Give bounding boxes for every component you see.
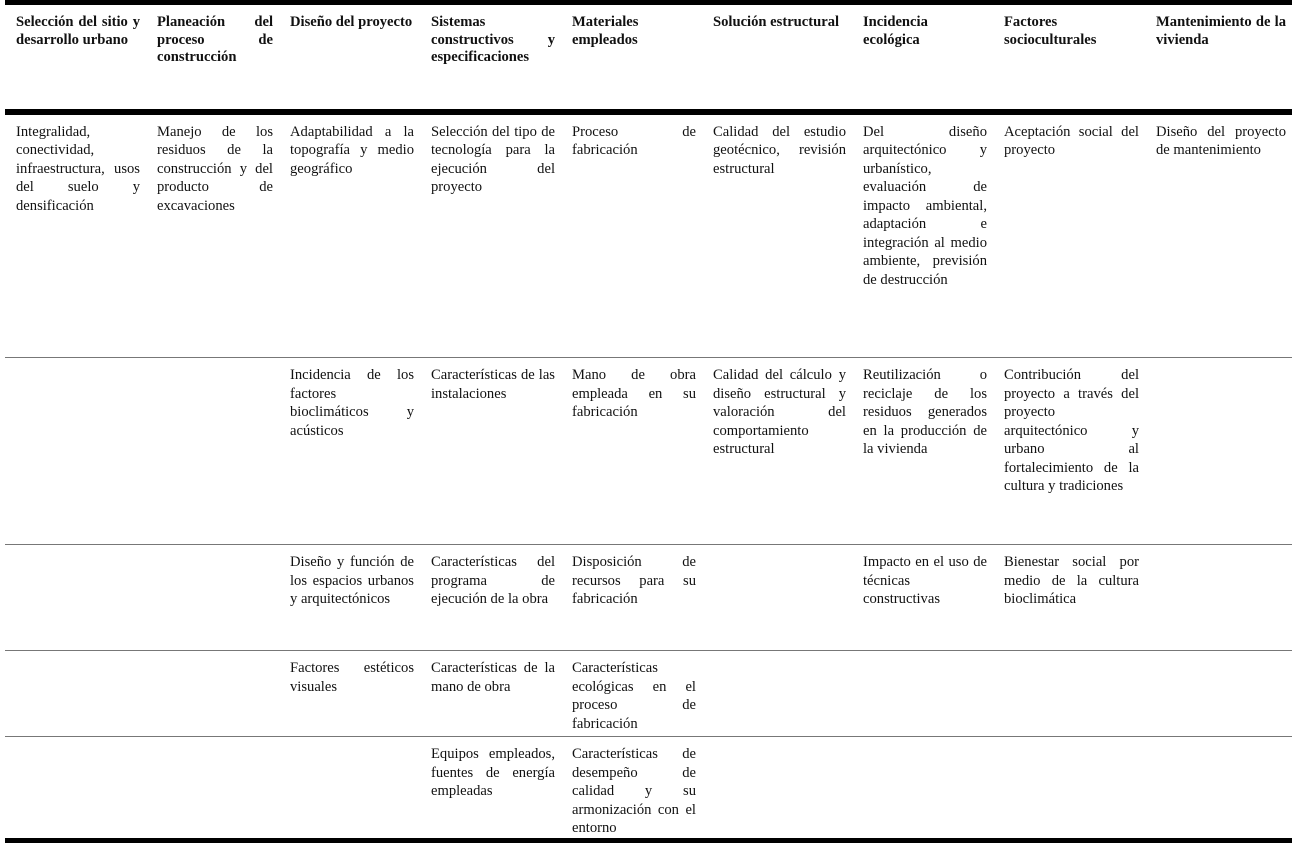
table-cell: [1145, 651, 1292, 737]
table-cell: [1145, 358, 1292, 545]
table-cell: [702, 545, 852, 651]
table-cell: Factores estéticos visuales: [279, 651, 420, 737]
column-header-materials: Materiales empleados: [561, 3, 702, 112]
table-row: [5, 737, 1292, 841]
table-cell: Calidad del estudio geotécnico, revisión estructural: [702, 112, 852, 358]
table-header: [5, 3, 1292, 112]
table-cell: Diseño y función de los espacios urbanos y arquitectónicos: [279, 545, 420, 651]
table-cell: Disposición de recursos para su fabricación: [561, 545, 702, 651]
column-header-construction-systems: Sistemas constructivos y especificaciones: [420, 3, 561, 112]
table-cell: [146, 651, 279, 737]
table-cell: Características de las instalaciones: [420, 358, 561, 545]
table-cell: Bienestar social por medio de la cultura bioclimática: [993, 545, 1145, 651]
table-cell: [5, 358, 146, 545]
column-header-ecological-impact: Incidencia ecológica: [852, 3, 993, 112]
table-cell: Adaptabilidad a la topografía y medio geográfico: [279, 112, 420, 358]
table-cell: Selección del tipo de tecnología para la ejecución del proyecto: [420, 112, 561, 358]
table-cell: [702, 651, 852, 737]
table-cell: [1145, 737, 1292, 841]
table-cell: [5, 737, 146, 841]
table-cell: Del diseño arquitectónico y urbanístico, evaluación de impacto ambiental, adaptación e integración al medio ambiente, previsión de destrucción: [852, 112, 993, 358]
table-cell: Integralidad, conectividad, infraestructura, usos del suelo y densificación: [5, 112, 146, 358]
column-header-sociocultural-factors: Factores socioculturales: [993, 3, 1145, 112]
header-row: [5, 3, 1292, 112]
table-cell: Características de la mano de obra: [420, 651, 561, 737]
table-cell: Diseño del proyecto de mantenimiento: [1145, 112, 1292, 358]
table-cell: Impacto en el uso de técnicas constructivas: [852, 545, 993, 651]
table-row: [5, 358, 1292, 545]
table-cell: Reutilización o reciclaje de los residuos generados en la producción de la vivienda: [852, 358, 993, 545]
table-cell: [993, 737, 1145, 841]
criteria-table: [5, 0, 1292, 843]
table-cell: [5, 651, 146, 737]
table-cell: Mano de obra empleada en su fabricación: [561, 358, 702, 545]
column-header-housing-maintenance: Mantenimiento de la vivienda: [1145, 3, 1292, 112]
table-cell: [146, 545, 279, 651]
criteria-table-container: [5, 0, 1292, 843]
table-cell: Calidad del cálculo y diseño estructural y valoración del comportamiento estructural: [702, 358, 852, 545]
table-cell: [146, 358, 279, 545]
table-cell: Características del programa de ejecución de la obra: [420, 545, 561, 651]
table-row: [5, 545, 1292, 651]
table-cell: Proceso de fabricación: [561, 112, 702, 358]
column-header-project-design: Diseño del proyecto: [279, 3, 420, 112]
table-cell: [993, 651, 1145, 737]
table-cell: [702, 737, 852, 841]
table-cell: [852, 651, 993, 737]
table-cell: [279, 737, 420, 841]
table-cell: [852, 737, 993, 841]
table-body: [5, 112, 1292, 841]
column-header-structural-solution: Solución estructural: [702, 3, 852, 112]
table-cell: Características ecológicas en el proceso de fabricación: [561, 651, 702, 737]
table-cell: [5, 545, 146, 651]
table-cell: Equipos empleados, fuentes de energía empleadas: [420, 737, 561, 841]
column-header-construction-planning: Planeación del proceso de construcción: [146, 3, 279, 112]
table-row: [5, 112, 1292, 358]
table-row: [5, 651, 1292, 737]
table-cell: Aceptación social del proyecto: [993, 112, 1145, 358]
table-cell: Características de desempeño de calidad y su armonización con el entorno: [561, 737, 702, 841]
table-cell: Manejo de los residuos de la construcción y del producto de excavaciones: [146, 112, 279, 358]
table-cell: Contribución del proyecto a través del proyecto arquitectónico y urbano al fortalecimiento de la cultura y tradiciones: [993, 358, 1145, 545]
column-header-site-selection: Selección del sitio y desarrollo urbano: [5, 3, 146, 112]
table-cell: Incidencia de los factores bioclimáticos y acústicos: [279, 358, 420, 545]
table-cell: [1145, 545, 1292, 651]
table-cell: [146, 737, 279, 841]
